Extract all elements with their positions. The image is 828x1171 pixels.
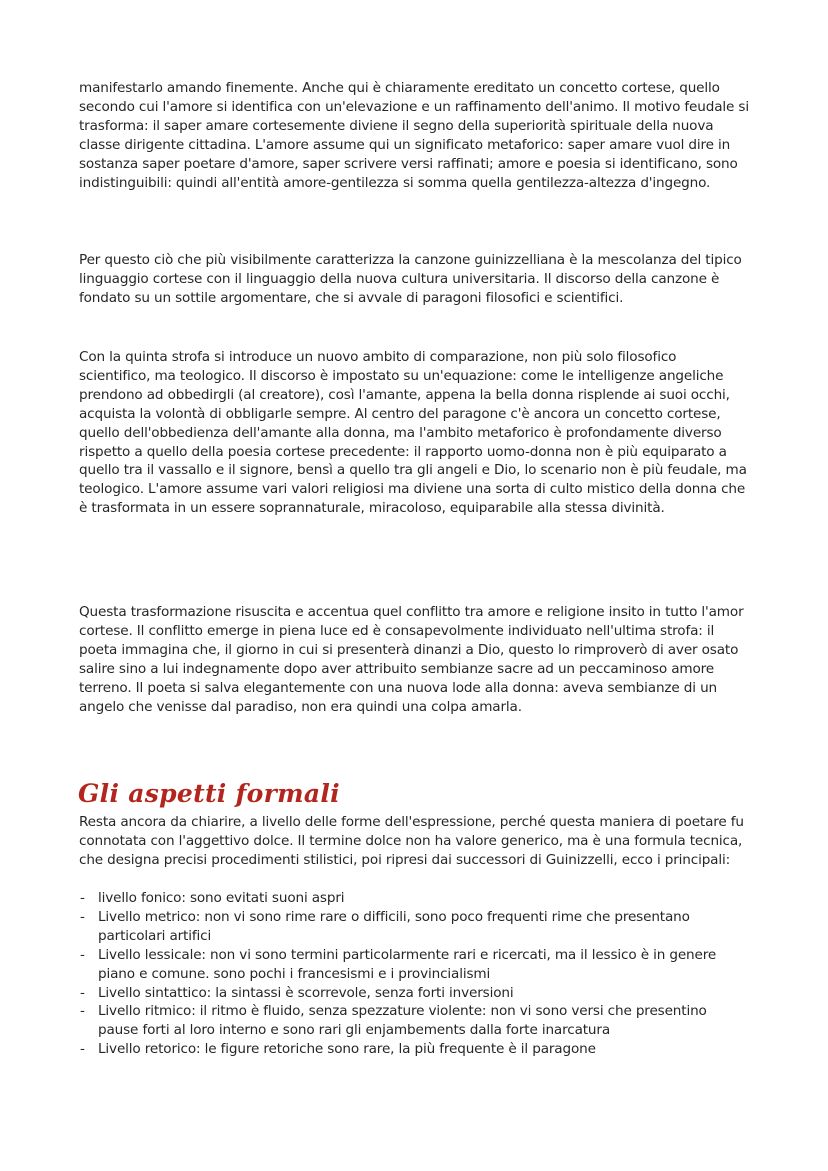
paragraph-amore-gentilezza: manifestarlo amando finemente. Anche qui è chiaramente ereditato un concetto cortese, quello secondo cui l'amore si identifica con un'elevazione e un raffinamento dell'animo. Il motivo feudale si trasforma: il saper amare cortesemente diviene il segno della superiorità spirituale della nuova classe dirigente cittadina. L'amore assume qui un significato metaforico: saper amare vuol dire in sostanza saper poetare d'amore, saper scrivere versi raffinati; amore e poesia si identificano, sono indistinguibili: quindi all'entità amore-gentilezza si somma quella gentilezza-altezza d'ingegno. bbox=[79, 80, 749, 191]
list-item bbox=[79, 908, 751, 946]
list-item bbox=[79, 889, 751, 908]
bullet-marker: - bbox=[80, 1003, 85, 1020]
list-item bbox=[79, 1002, 751, 1040]
paragraph-quinta-strofa: Con la quinta strofa si introduce un nuovo ambito di comparazione, non più solo filosofico scientifico, ma teologico. Il discorso è impostato su un'equazione: come le intelligenze angeliche prendono ad obbedirgli (al creatore), così l'amante, appena la bella donna risplende ai suoi occhi, acquista la volontà di obbligarle sempre. Al centro del paragone c'è ancora un concetto cortese, quello dell'obbedienza dell'amante alla donna, ma l'ambito metaforico è profondamente diverso rispetto a quello della poesia cortese precedente: il rapporto uomo-donna non è più equiparato a quello tra il vassallo e il signore, bensì a quello tra gli angeli e Dio, lo scenario non è più feudale, ma teologico. L'amore assume vari valori religiosi ma diviene una sorta di culto mistico della donna che è trasformata in un essere soprannaturale, miracoloso, equiparabile alla stessa divinità. bbox=[79, 349, 747, 517]
list-item-text: Livello retorico: le figure retoriche sono rare, la più frequente è il paragone bbox=[98, 1041, 596, 1058]
bullet-marker: - bbox=[80, 908, 85, 925]
list-item-text: Livello ritmico: il ritmo è fluido, senza spezzature violente: non vi sono versi che presentino pause forti al loro interno e sono rari gli enjambements dalla forte inarcatura bbox=[98, 1003, 707, 1039]
bullet-marker: - bbox=[80, 946, 85, 963]
list-item-text: Livello sintattico: la sintassi è scorrevole, senza forti inversioni bbox=[98, 984, 514, 1001]
paragraph-linguaggio: Per questo ciò che più visibilmente caratterizza la canzone guinizzelliana è la mescolanza del tipico linguaggio cortese con il linguaggio della nuova cultura universitaria. Il discorso della canzone è fondato su un sottile argomentare, che si avvale di paragoni filosofici e scientifici. bbox=[79, 252, 742, 306]
paragraph-forme-espressione: Resta ancora da chiarire, a livello delle forme dell'espressione, perché questa maniera di poetare fu connotata con l'aggettivo dolce. Il termine dolce non ha valore generico, ma è una formula tecnica, che designa precisi procedimenti stilistici, poi ripresi dai successori di Guinizzelli, ecco i principali: bbox=[79, 814, 744, 868]
paragraph-conflitto: Questa trasformazione risuscita e accentua quel conflitto tra amore e religione insito in tutto l'amor cortese. Il conflitto emerge in piena luce ed è consapevolmente individuato nell'ultima strofa: il poeta immagina che, il giorno in cui si presenterà dinanzi a Dio, questo lo rimproverò di aver osato salire sino a lui indegnamente dopo aver attribuito sembianze sacre ad un peccaminoso amore terreno. Il poeta si salva elegantemente con una nuova lode alla donna: aveva sembianze di un angelo che venisse dal paradiso, non era quindi una colpa amarla. bbox=[79, 604, 744, 715]
bullet-marker: - bbox=[80, 1041, 85, 1058]
bullet-marker: - bbox=[80, 890, 85, 906]
list-item bbox=[79, 946, 751, 984]
list-item-text: Livello lessicale: non vi sono termini particolarmente rari e ricercati, ma il lessico è in genere piano e comune. sono pochi i francesismi e i provincialismi bbox=[98, 946, 717, 982]
bullet-marker: - bbox=[80, 984, 85, 1001]
list-item bbox=[79, 1040, 751, 1059]
list-item-text: Livello metrico: non vi sono rime rare o difficili, sono poco frequenti rime che presentano particolari artifici bbox=[98, 908, 690, 944]
list-item-text: livello fonico: sono evitati suoni aspri bbox=[98, 890, 345, 906]
section-heading: Gli aspetti formali bbox=[78, 779, 340, 808]
stylistic-levels-list bbox=[79, 889, 751, 1059]
list-item bbox=[79, 984, 751, 1003]
